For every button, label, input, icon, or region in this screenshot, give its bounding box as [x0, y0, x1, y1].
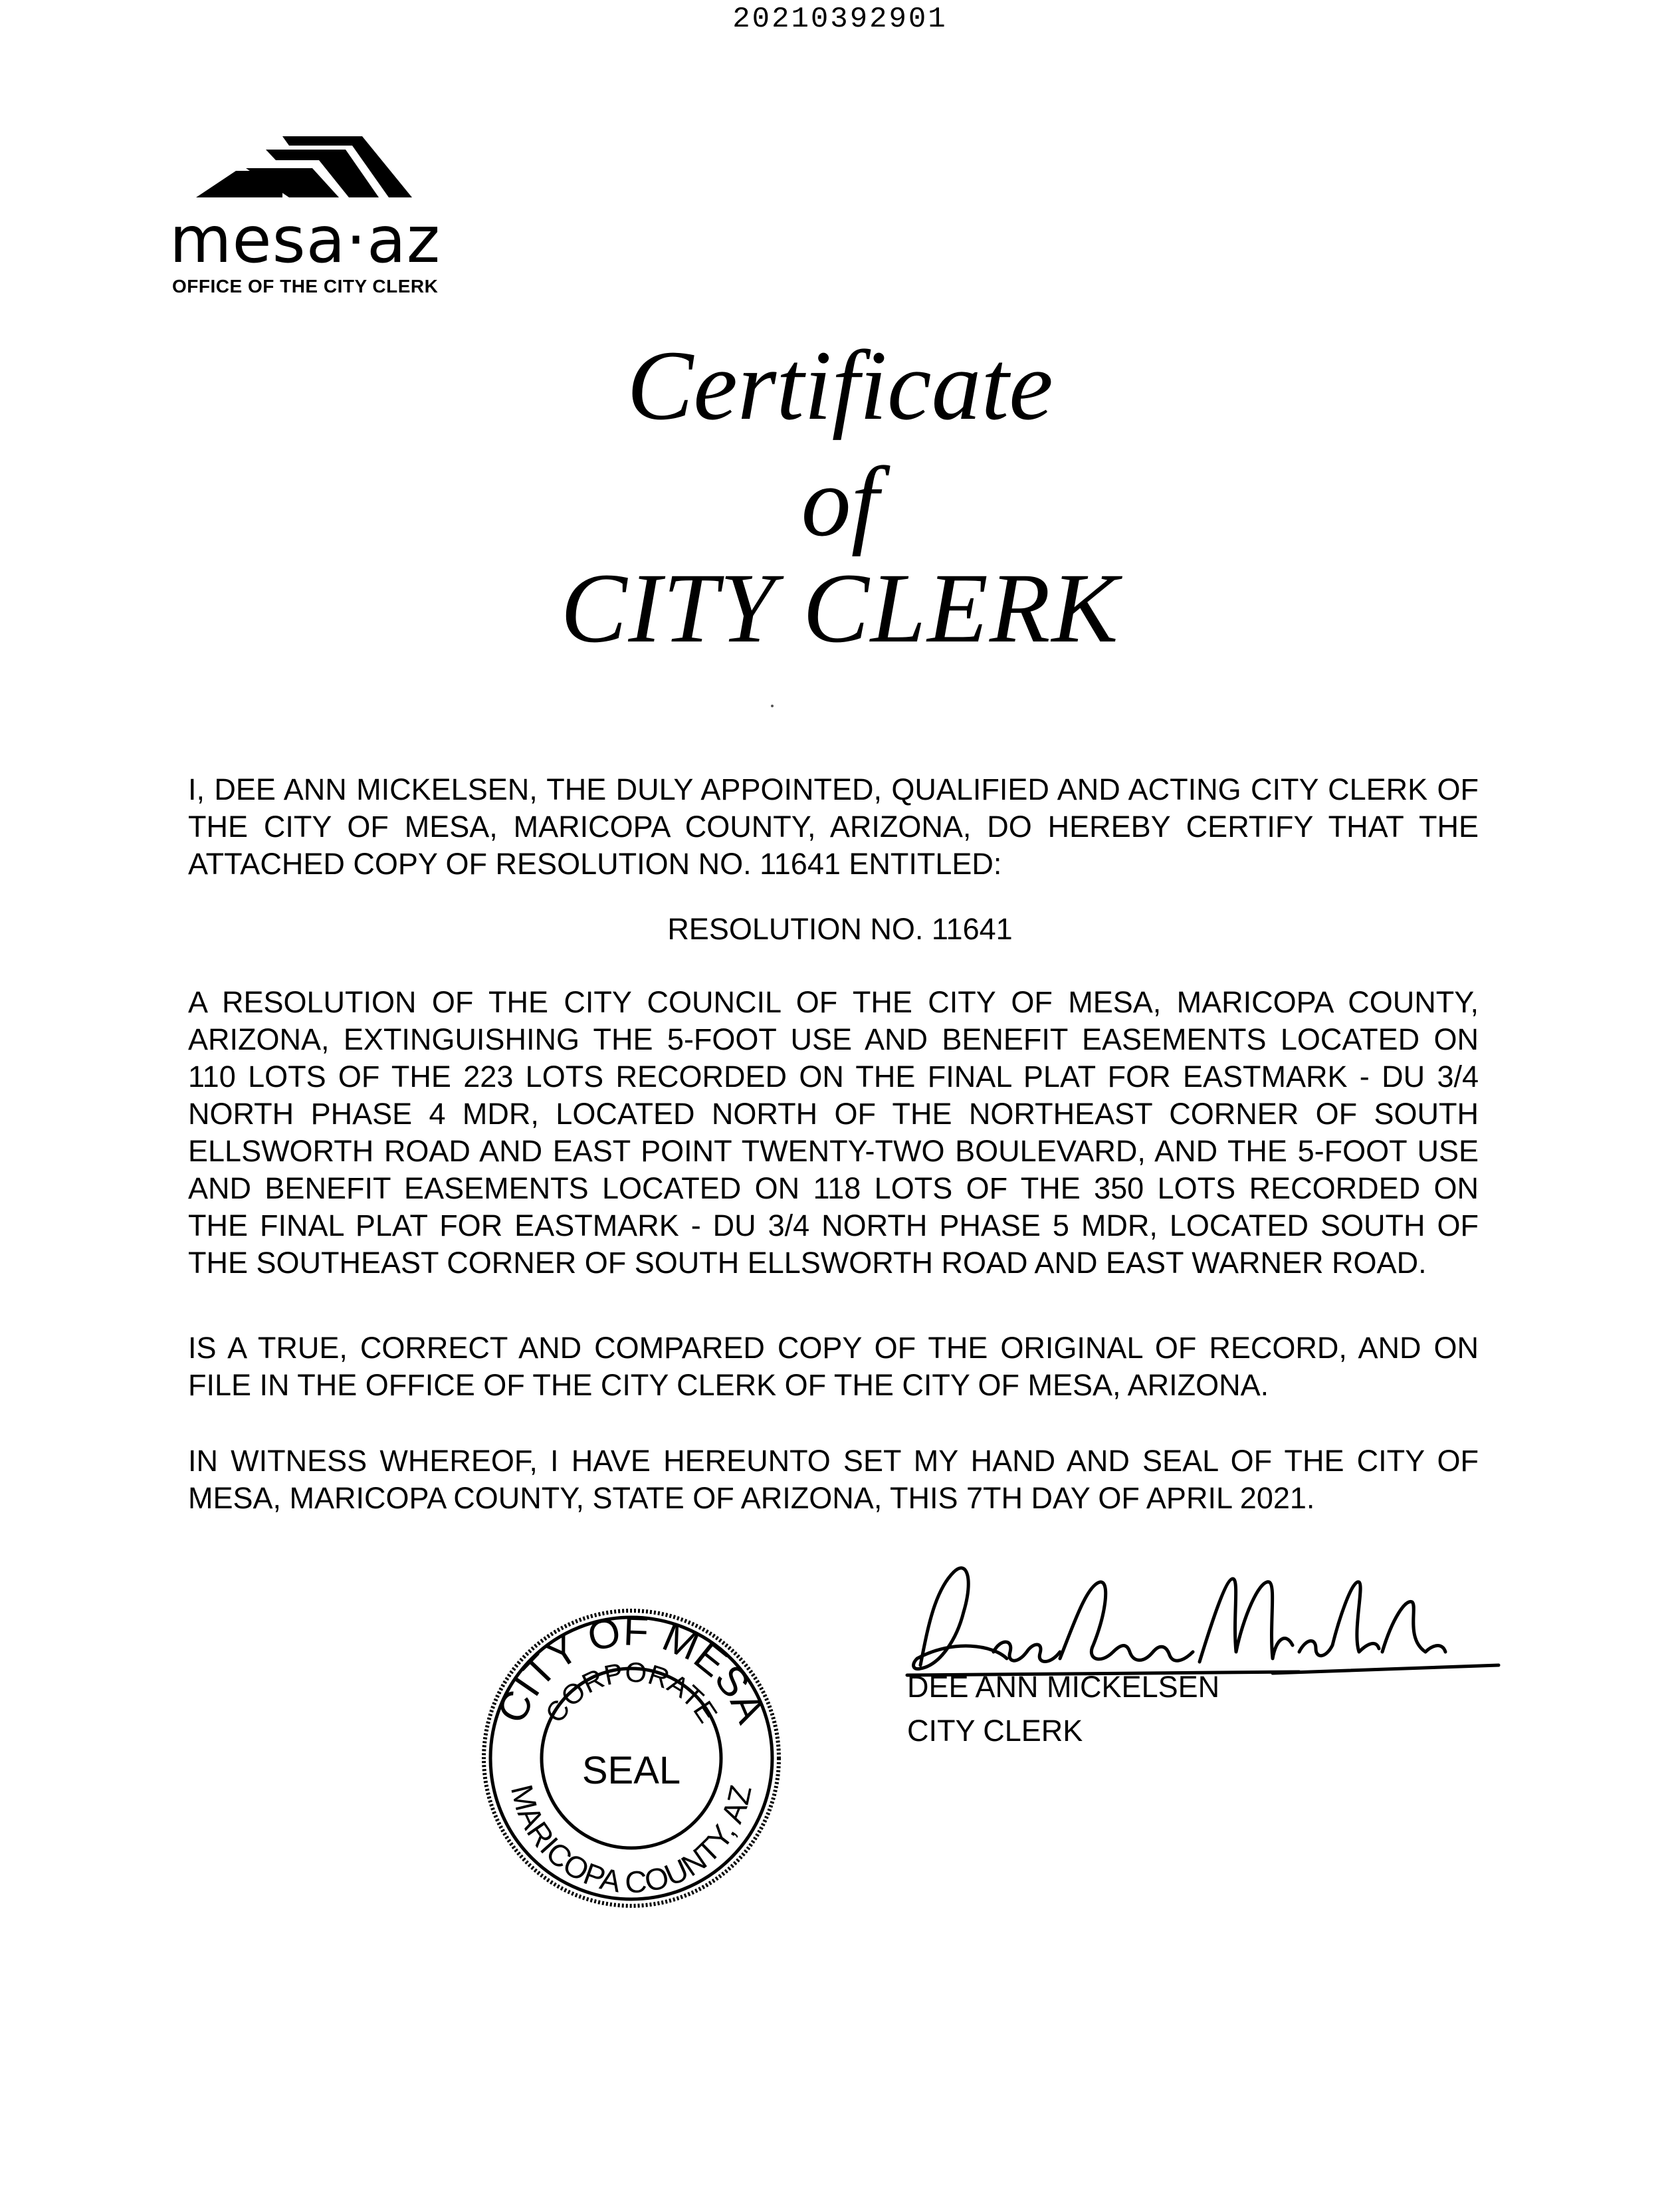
seal-corporate-text: CORPORATE — [539, 1656, 724, 1728]
seal-city-text: CITY OF MESA — [488, 1608, 774, 1730]
title-city-clerk: CITY CLERK — [560, 553, 1120, 663]
mesa-logo-mark-icon — [196, 136, 435, 203]
signatory-name: DEE ANN MICKELSEN — [907, 1670, 1220, 1704]
document-number: 20210392901 — [732, 3, 948, 36]
resolution-heading: RESOLUTION NO. 11641 — [667, 912, 1013, 946]
resolution-text: A RESOLUTION OF THE CITY COUNCIL OF THE CITY OF MESA, MARICOPA COUNTY, ARIZONA, EXTINGUISHING THE 5-FOOT USE AND BENEFIT EASEMENTS LOCATED ON 110 LOTS OF THE 223 LOTS RECORDED ON THE FINAL PLAT FOR EASTMARK - DU 3/4 NORTH PHASE 4 MDR, LOCATED NORTH OF THE NORTHEAST CORNER OF SOUTH ELLSWORTH ROAD AND EAST POINT TWENTY-TWO BOULEVARD, AND THE 5-FOOT USE AND BENEFIT EASEMENTS LOCATED ON 118 LOTS OF THE 350 LOTS RECORDED ON THE FINAL PLAT FOR EASTMARK - DU 3/4 NORTH PHASE 5 MDR, LOCATED SOUTH OF THE SOUTHEAST CORNER OF SOUTH ELLSWORTH ROAD AND EAST WARNER ROAD. — [188, 985, 1479, 1280]
witness-paragraph: IN WITNESS WHEREOF, I HAVE HEREUNTO SET MY HAND AND SEAL OF THE CITY OF MESA, MARICOPA COUNTY, STATE OF ARIZONA, THIS 7TH DAY OF APRIL 2021. — [188, 1444, 1479, 1515]
mesa-logo — [169, 136, 475, 302]
scan-speck — [771, 705, 774, 707]
title-certificate: Certificate — [627, 330, 1053, 441]
true-copy-paragraph: IS A TRUE, CORRECT AND COMPARED COPY OF THE ORIGINAL OF RECORD, AND ON FILE IN THE OFFICE OF THE CITY CLERK OF THE CITY OF MESA, ARIZONA. — [188, 1331, 1479, 1402]
title-of: of — [801, 447, 879, 557]
svg-text:MARICOPA COUNTY, AZ — [504, 1782, 758, 1900]
seal-county-text: MARICOPA COUNTY, AZ — [504, 1781, 758, 1900]
corporate-seal-icon — [478, 1605, 784, 1911]
signatory-title: CITY CLERK — [907, 1714, 1083, 1748]
logo-office-label: OFFICE OF THE CITY CLERK — [172, 276, 439, 296]
logo-wordmark: mesa·az — [169, 203, 441, 277]
seal-center-text: SEAL — [581, 1749, 681, 1792]
intro-paragraph: I, DEE ANN MICKELSEN, THE DULY APPOINTED, QUALIFIED AND ACTING CITY CLERK OF THE CITY OF MESA, MARICOPA COUNTY, ARIZONA, DO HEREBY CERTIFY THAT THE ATTACHED COPY OF RESOLUTION NO. 11641 ENTITLED: — [188, 772, 1479, 881]
